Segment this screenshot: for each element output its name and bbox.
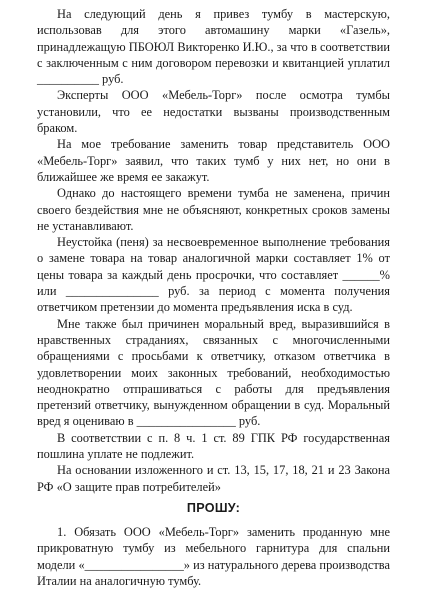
paragraph-moral-damage: Мне также был причинен моральный вред, выразившийся в нравственных страданиях, связанных с многочисленными обращениями с просьбами к ответчику, отказом ответчика в удовлетворении моих законных требований, необходимостью неоднократно отпрашиваться с работы для предъявления претензий ответчику, вынужденном обращении в суд. Моральный вред я оцениваю в ________________ руб. [37,316,390,429]
paragraph-delivery: На следующий день я привез тумбу в мастерскую, использовав для этого автомашину марки «Газель», принадлежащую ПБОЮЛ Викторенко И.Ю., за что в соответствии с заключенным с ним договором перевозки и квитанцией уплатил __________ руб. [37,7,390,87]
paragraph-state-duty: В соответствии с п. 8 ч. 1 ст. 89 ГПК РФ государственная пошлина уплате не подлежит. [37,430,390,462]
paragraph-expertise: Эксперты ООО «Мебель-Торг» после осмотра тумбы установили, что ее недостатки вызваны производственным браком. [37,88,390,136]
paragraph-no-replacement: Однако до настоящего времени тумба не заменена, причин своего бездействия мне не объясняют, конкретных сроков замены не устанавливают. [37,186,390,233]
request-heading: ПРОШУ: [186,501,241,515]
paragraph-legal-basis: На основании изложенного и ст. 13, 15, 17, 18, 21 и 23 Закона РФ «О защите прав потребителей» [37,463,390,494]
request-section [37,524,390,589]
request-item-1: 1. Обязать ООО «Мебель-Торг» заменить проданную мне прикроватную тумбу из мебельного гарнитура для спальни модели «________________» из натурального дерева производства Италии на аналогичную тумбу. [37,525,390,588]
document-body [37,6,390,495]
paragraph-replacement-demand: На мое требование заменить товар представитель ООО «Мебель-Торг» заявил, что таких тумб у них нет, но они в ближайшее же время ее закажут. [37,137,390,184]
paragraph-penalty: Неустойка (пеня) за несвоевременное выполнение требования о замене товара на товар аналогичной марки составляет 1% от цены товара за каждый день просрочки, что составляет ______% или _______________ руб. за период с момента получения ответчиком претензии до момента предъявления иска в суд. [37,235,390,315]
